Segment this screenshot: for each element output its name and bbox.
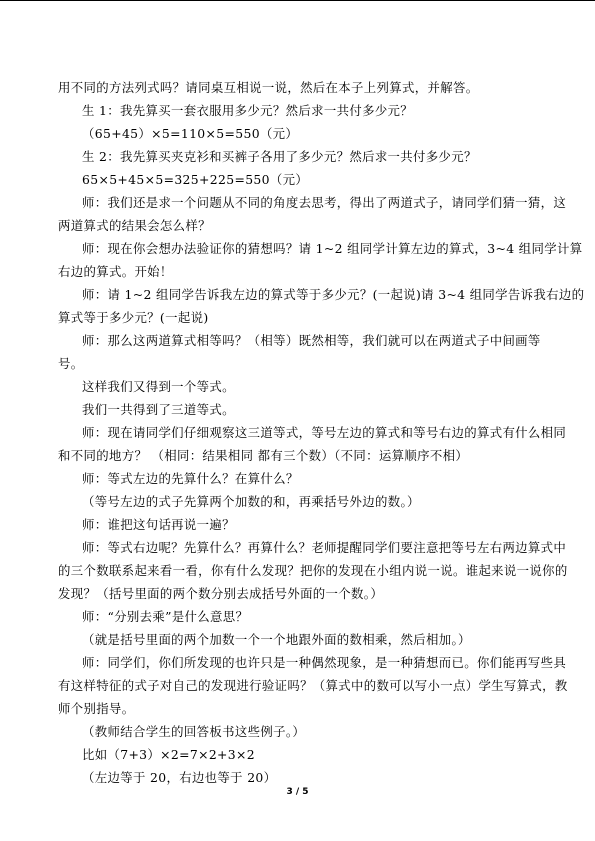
text-line: （教师结合学生的回答板书这些例子。） bbox=[82, 724, 306, 739]
text-line: 师：等式右边呢？先算什么？再算什么？老师提醒同学们要注意把等号左右两边算式中 bbox=[82, 540, 567, 555]
document-body bbox=[58, 76, 585, 789]
text-line: 师：现在请同学们仔细观察这三道等式，等号左边的算式和等号右边的算式有什么相同 bbox=[82, 425, 567, 440]
text-line: 号。 bbox=[58, 356, 84, 371]
text-line: 发现？（括号里面的两个数分别去成括号外面的一个数。） bbox=[58, 586, 384, 601]
text-line: 两道算式的结果会怎么样？ bbox=[58, 218, 211, 233]
text-line: 生 2：我先算买夹克衫和买裤子各用了多少元？然后求一共付多少元？ bbox=[82, 149, 477, 164]
text-line: 师：“分别去乘”是什么意思？ bbox=[82, 609, 249, 624]
text-line: 有这样特征的式子对自己的发现进行验证吗？（算式中的数可以写小一点）学生写算式，教 bbox=[58, 678, 568, 693]
text-line: 用不同的方法列式吗？请同桌互相说一说，然后在本子上列算式，并解答。 bbox=[58, 80, 479, 95]
text-line: 师：谁把这句话再说一遍？ bbox=[82, 517, 235, 532]
text-line: 师：我们还是求一个问题从不同的角度去思考，得出了两道式子，请同学们猜一猜，这 bbox=[82, 195, 567, 210]
text-line: 我们一共得到了三道等式。 bbox=[82, 402, 235, 417]
text-line: 师个别指导。 bbox=[58, 701, 135, 716]
text-line: （65+45）×5=110×5=550（元） bbox=[82, 126, 299, 141]
text-line: 师：那么这两道算式相等吗？（相等）既然相等，我们就可以在两道式子中间画等 bbox=[82, 333, 541, 348]
text-line: （左边等于 20，右边也等于 20） bbox=[82, 770, 277, 785]
text-line: 右边的算式。开始！ bbox=[58, 264, 173, 279]
text-line: 的三个数联系起来看一看，你有什么发现？把你的发现在小组内说一说。谁起来说一说你的 bbox=[58, 563, 568, 578]
text-line: 生 1：我先算买一套衣服用多少元？然后求一共付多少元？ bbox=[82, 103, 414, 118]
text-line: 65×5+45×5=325+225=550（元） bbox=[82, 172, 309, 187]
text-line: 这样我们又得到一个等式。 bbox=[82, 379, 235, 394]
header-rule bbox=[0, 0, 595, 1]
page-number: 3 / 5 bbox=[286, 787, 309, 797]
text-line: （等号左边的式子先算两个加数的和，再乘括号外边的数。） bbox=[82, 494, 420, 509]
text-line: 算式等于多少元？(一起说) bbox=[58, 310, 209, 325]
text-line: （就是括号里面的两个加数一个一个地跟外面的数相乘，然后相加。） bbox=[82, 632, 471, 647]
text-line: 师：同学们，你们所发现的也许只是一种偶然现象，是一种猜想而已。你们能再写些具 bbox=[82, 655, 567, 670]
text-line: 比如（7+3）×2=7×2+3×2 bbox=[82, 747, 255, 762]
text-line: 师：请 1~2 组同学告诉我左边的算式等于多少元？(一起说)请 3~4 组同学告诉我右边的 bbox=[82, 287, 585, 302]
text-line: 师：等式左边的先算什么？在算什么？ bbox=[82, 471, 299, 486]
text-line: 和不同的地方？ （相同：结果相同 都有三个数）（不同：运算顺序不相） bbox=[58, 448, 469, 463]
text-line: 师：现在你会想办法验证你的猜想吗？请 1~2 组同学计算左边的算式，3~4 组同学计算 bbox=[82, 241, 583, 256]
